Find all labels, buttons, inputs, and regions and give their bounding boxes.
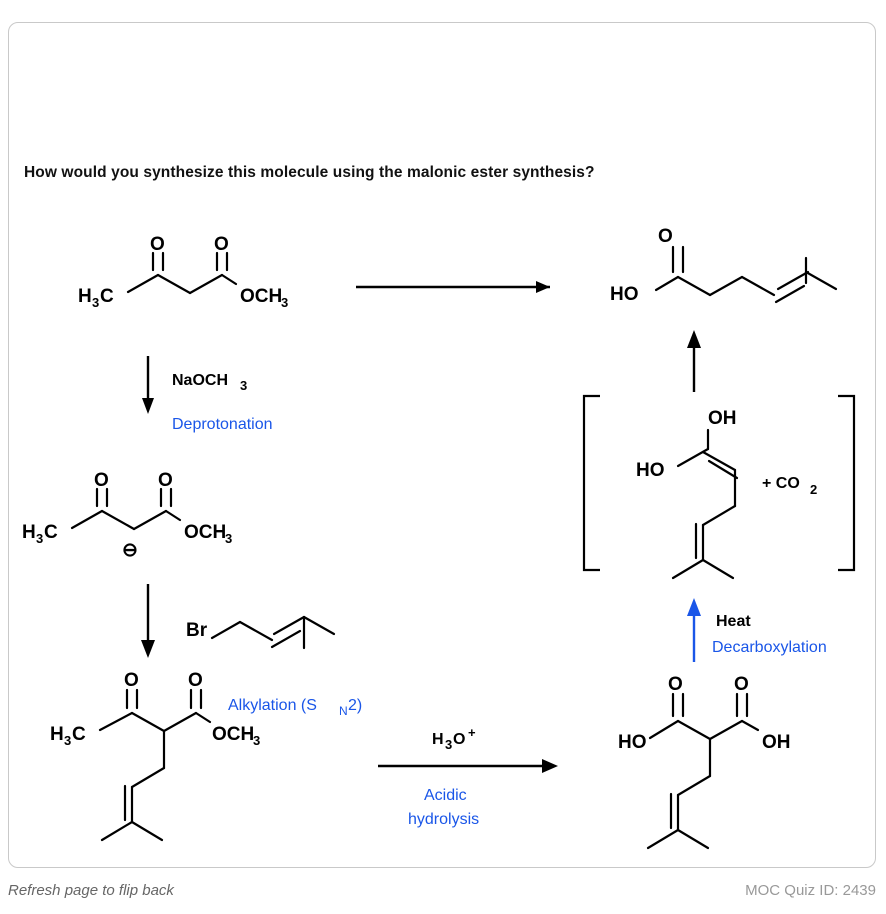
svg-text:OCH: OCH <box>212 724 255 745</box>
svg-text:3: 3 <box>36 531 44 546</box>
svg-text:O: O <box>124 670 139 691</box>
page-title: How would you synthesize this molecule using the malonic ester synthesis? <box>24 164 595 181</box>
quiz-id-label: MOC Quiz ID: 2439 <box>745 882 876 899</box>
svg-text:H: H <box>22 522 36 543</box>
svg-text:Alkylation (S: Alkylation (S <box>228 697 317 714</box>
svg-text:O: O <box>150 234 165 255</box>
svg-text:O: O <box>94 470 109 491</box>
svg-text:2): 2) <box>348 697 363 714</box>
svg-text:OH: OH <box>708 408 737 429</box>
svg-text:OH: OH <box>762 732 791 753</box>
svg-text:O: O <box>214 234 229 255</box>
svg-text:Acidic: Acidic <box>424 787 467 804</box>
svg-text:C: C <box>72 724 86 745</box>
svg-text:C: C <box>100 286 114 307</box>
svg-text:HO: HO <box>618 732 647 753</box>
svg-text:3: 3 <box>281 295 289 310</box>
svg-text:O: O <box>453 731 466 748</box>
svg-text:3: 3 <box>92 295 100 310</box>
svg-text:Deprotonation: Deprotonation <box>172 416 273 433</box>
svg-text:HO: HO <box>636 460 665 481</box>
svg-text:3: 3 <box>253 733 261 748</box>
svg-text:OCH: OCH <box>184 522 227 543</box>
refresh-hint: Refresh page to flip back <box>8 882 174 899</box>
svg-text:hydrolysis: hydrolysis <box>408 811 480 828</box>
svg-text:O: O <box>188 670 203 691</box>
svg-text:C: C <box>44 522 58 543</box>
svg-text:+ CO: + CO <box>762 475 800 492</box>
svg-text:H: H <box>432 731 444 748</box>
svg-text:Br: Br <box>186 620 208 641</box>
svg-text:O: O <box>658 226 673 247</box>
svg-text:O: O <box>734 674 749 695</box>
svg-text:⊖: ⊖ <box>122 540 138 561</box>
svg-text:3: 3 <box>240 378 248 393</box>
svg-text:HO: HO <box>610 284 639 305</box>
quiz-card <box>8 22 876 868</box>
svg-text:+: + <box>468 725 476 740</box>
svg-text:3: 3 <box>445 737 453 752</box>
svg-text:O: O <box>668 674 683 695</box>
svg-text:2: 2 <box>810 482 818 497</box>
svg-text:N: N <box>339 704 348 718</box>
svg-text:3: 3 <box>64 733 72 748</box>
svg-text:H: H <box>78 286 92 307</box>
svg-text:Decarboxylation: Decarboxylation <box>712 639 827 656</box>
svg-text:Heat: Heat <box>716 613 751 630</box>
svg-text:3: 3 <box>225 531 233 546</box>
svg-text:H: H <box>50 724 64 745</box>
svg-text:O: O <box>158 470 173 491</box>
svg-text:OCH: OCH <box>240 286 283 307</box>
svg-text:NaOCH: NaOCH <box>172 372 229 389</box>
